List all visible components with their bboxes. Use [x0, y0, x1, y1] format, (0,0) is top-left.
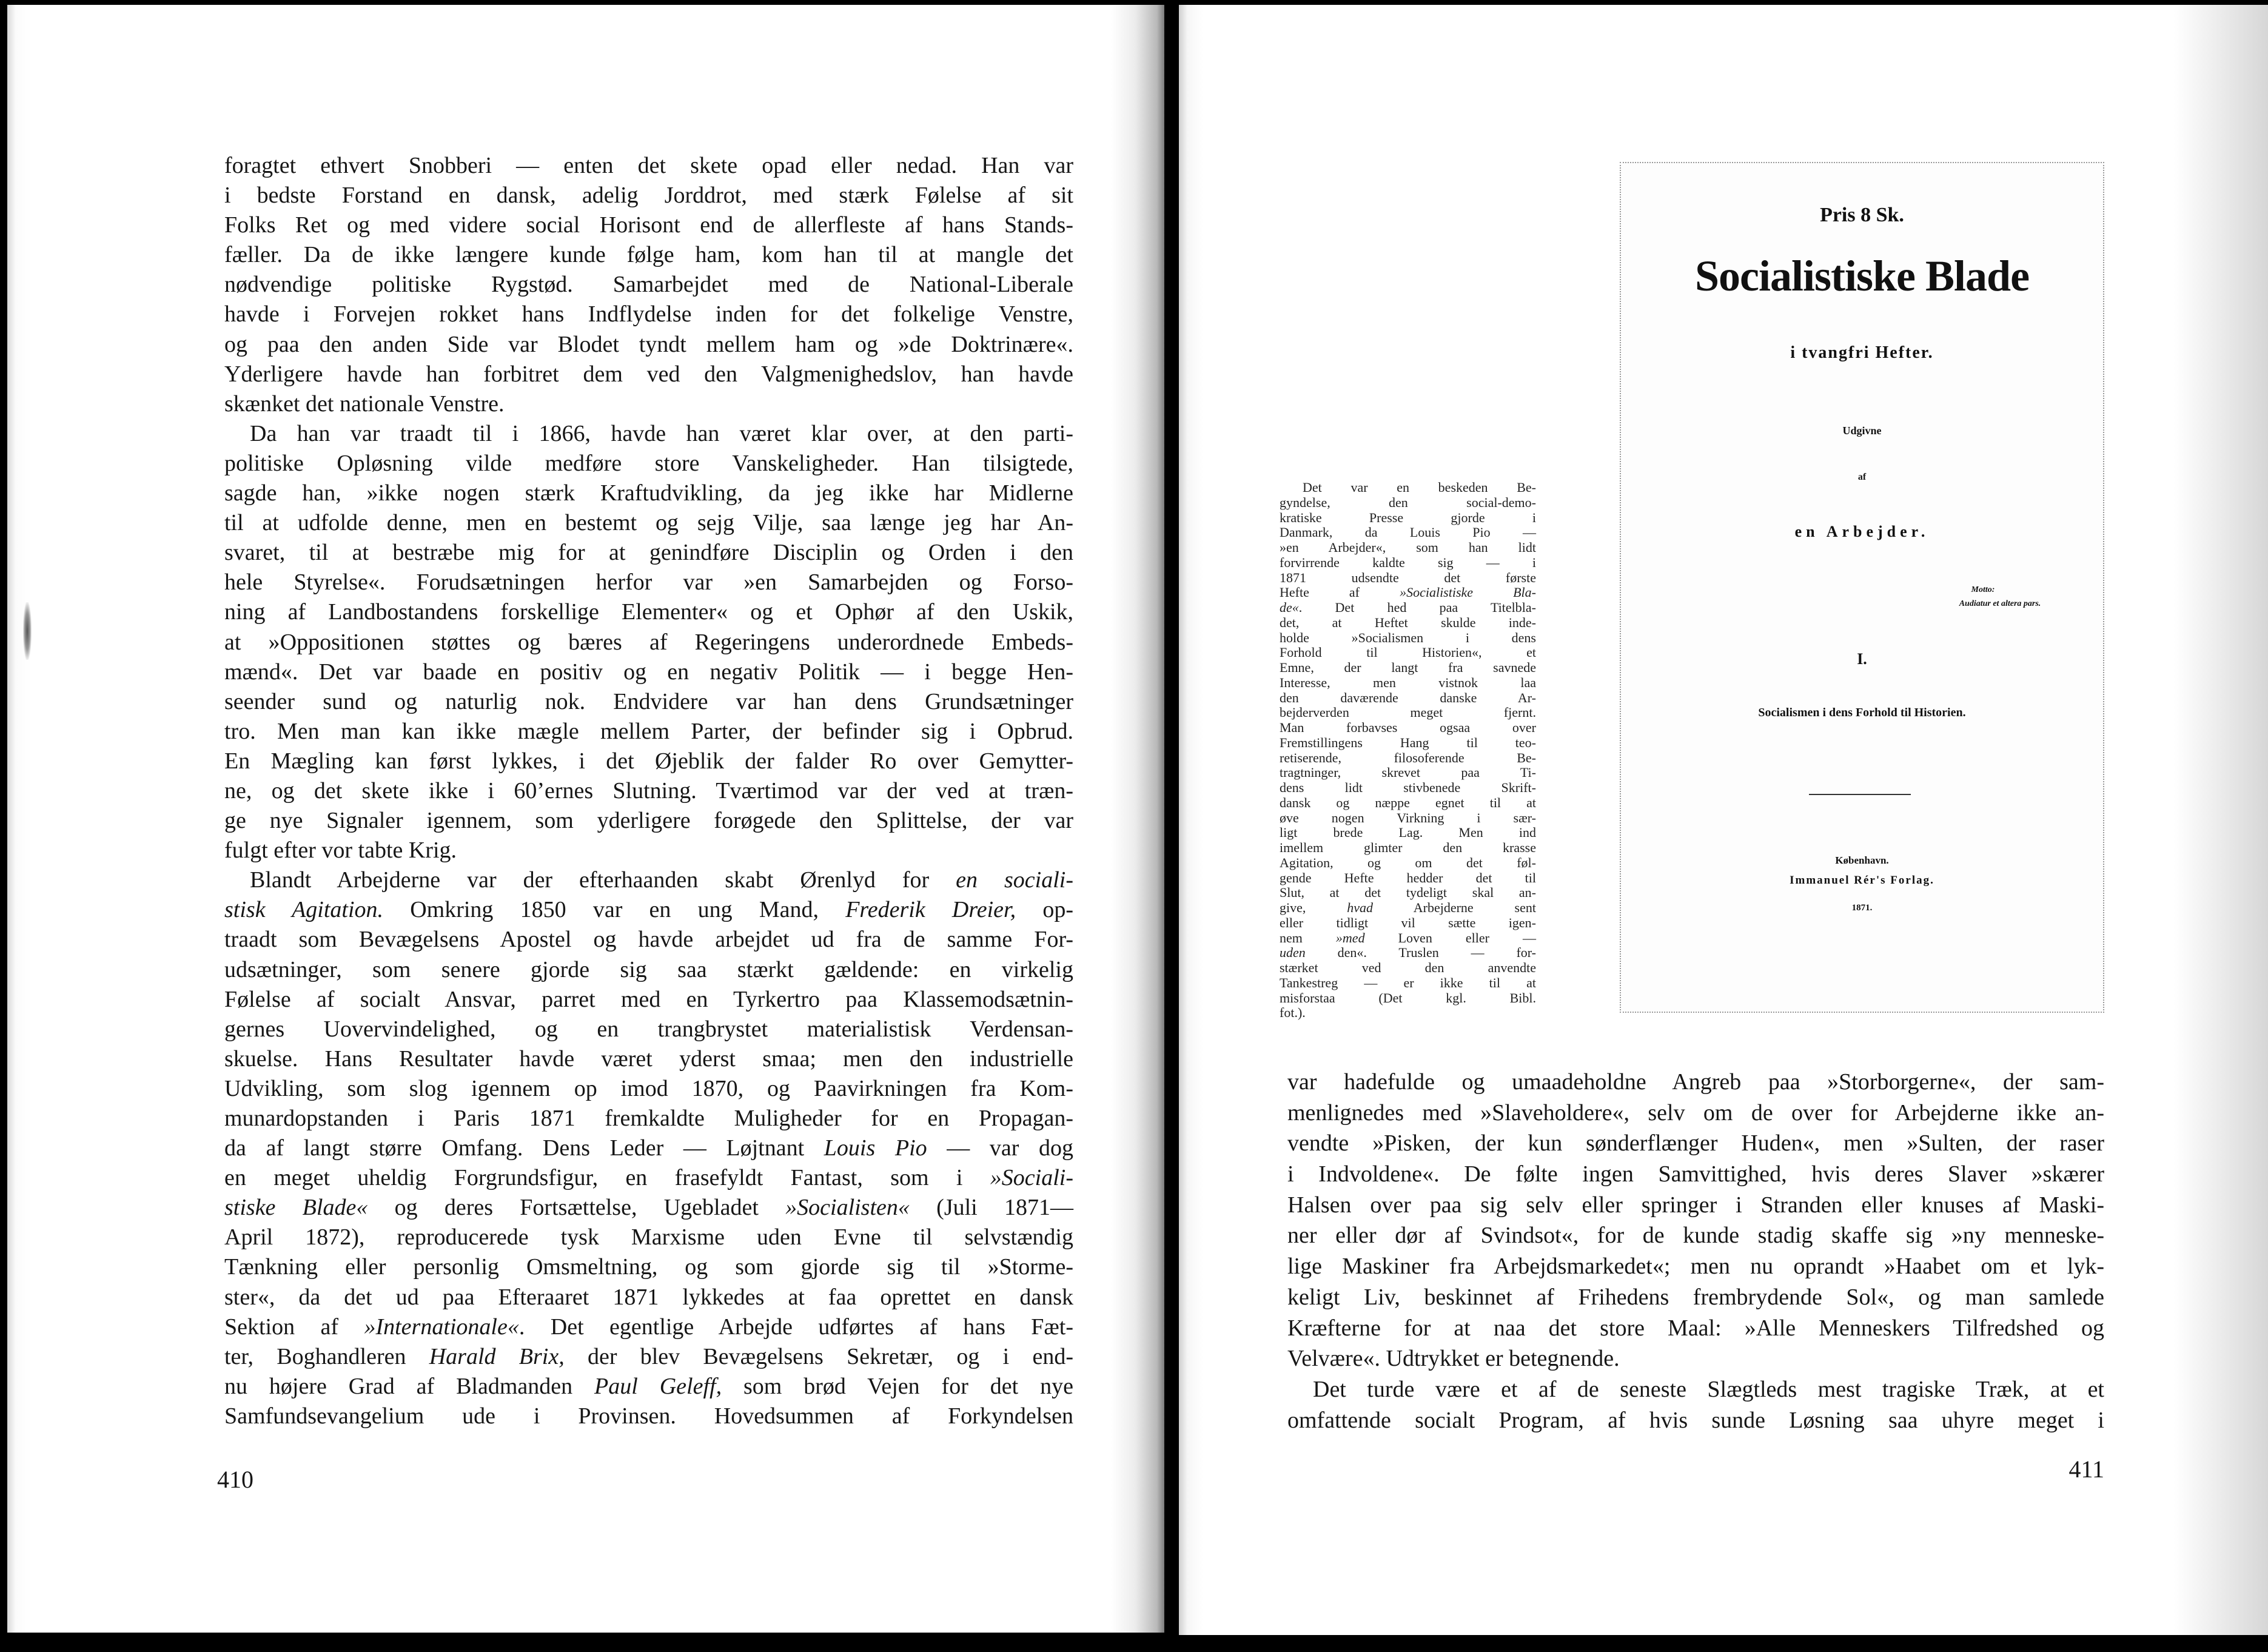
text-run: havde i Forvejen rokket hans Indflydelse inden for det folkelige Venstre,	[224, 301, 1073, 327]
text-run: i Indvoldene«. De følte ingen Samvittighed, hvis deres Slaver »skærer	[1287, 1161, 2104, 1187]
text-line	[224, 330, 1073, 360]
text-run: gende Hefte hedder det til	[1280, 870, 1536, 885]
italic-text-run: stiske Blade«	[224, 1195, 368, 1221]
text-line	[224, 1104, 1073, 1133]
text-run: til at udfolde denne, men en bestemt og sejg Vilje, saa længe jeg har An-	[224, 510, 1073, 536]
text-line	[224, 657, 1073, 687]
text-line	[224, 1372, 1073, 1402]
text-line	[224, 1015, 1073, 1044]
text-line	[224, 597, 1073, 627]
text-line	[224, 240, 1073, 270]
title-page-price: Pris 8 Sk.	[1820, 204, 1904, 226]
text-run: Emne, der langt fra savnede	[1280, 660, 1536, 675]
text-line	[224, 747, 1073, 776]
text-line	[224, 508, 1073, 538]
text-run: svaret, til at bestræbe mig for at genindføre Disciplin og Orden i den	[224, 540, 1073, 566]
text-run: øve nogen Virkning i sær-	[1280, 810, 1536, 825]
text-run: sagde han, »ikke nogen stærk Kraftudvikling, da jeg ikke har Midlerne	[224, 480, 1073, 506]
text-run: skænket det nationale Venstre.	[224, 391, 505, 417]
text-line	[1280, 645, 1536, 660]
text-run: mænd«. Det var baade en positiv og en negativ Politik — i begge Hen-	[224, 659, 1073, 685]
text-line	[224, 985, 1073, 1015]
text-line	[224, 1133, 1073, 1163]
text-run: gernes Uovervindelighed, og en trangbrystet materialistisk Verdensan-	[224, 1016, 1073, 1042]
text-run: nem	[1280, 930, 1336, 945]
text-run: keligt Liv, beskinnet af Frihedens frembrydende Sol«, og man samlede	[1287, 1284, 2104, 1310]
left-page-body-text	[224, 151, 1073, 1431]
text-line	[224, 895, 1073, 925]
text-run: Kræfterne for at naa det store Maal: »Alle Menneskers Tilfredshed og	[1287, 1315, 2104, 1341]
text-run: Fremstillingens Hang til teo-	[1280, 734, 1536, 750]
title-page-title: Socialistiske Blade	[1694, 252, 2030, 300]
text-line	[224, 925, 1073, 955]
text-line	[224, 806, 1073, 836]
text-line	[1280, 556, 1536, 571]
text-line	[1280, 511, 1536, 526]
text-line	[224, 687, 1073, 717]
italic-text-run: stisk Agitation.	[224, 897, 384, 923]
text-run: nødvendige politiske Rygstød. Samarbejdet med de National-Liberale	[224, 272, 1073, 298]
text-line	[224, 1223, 1073, 1252]
italic-text-run: »Internationale«	[364, 1314, 519, 1340]
italic-text-run: en sociali-	[956, 867, 1073, 893]
text-run: da af langt større Omfang. Dens Leder — Løjtnant	[224, 1135, 824, 1161]
text-run: omfattende socialt Program, af hvis sunde Løsning saa uhyre meget i	[1287, 1407, 2104, 1433]
text-line	[1280, 705, 1536, 720]
text-line	[1280, 885, 1536, 901]
text-run: April 1872), reproducerede tysk Marxisme uden Evne til selvstændig	[224, 1224, 1073, 1251]
title-page-heading: Socialismen i dens Forhold til Historien.	[1758, 706, 1966, 719]
text-run: fæller. Da de ikke længere kunde følge ham, kom han til at mangle det	[224, 242, 1073, 268]
text-run: munardopstanden i Paris 1871 fremkaldte Muligheder for en Propagan-	[224, 1106, 1073, 1131]
text-run: op-	[1016, 897, 1073, 923]
text-line	[224, 181, 1073, 210]
text-run: Da han var traadt til i 1866, havde han været klar over, at den parti-	[250, 420, 1073, 446]
text-run: tro. Men man kan ikke mægle mellem Parter, der befinder sig i Opbrud.	[224, 718, 1073, 744]
text-run: menlignedes med »Slaveholdere«, selv om de over for Arbejderne ikke an-	[1287, 1100, 2104, 1126]
text-line	[1280, 1006, 1536, 1021]
text-run: ge nye Signaler igennem, som yderligere forøgede den Splittelse, der var	[224, 808, 1073, 834]
text-run: Danmark, da Louis Pio —	[1280, 525, 1536, 540]
text-line	[1280, 751, 1536, 766]
text-line	[224, 1074, 1073, 1104]
text-run: Forhold til Historien«, et	[1280, 645, 1536, 660]
text-run: fot.).	[1280, 1005, 1306, 1021]
italic-text-run: »Socialisten«	[785, 1195, 910, 1221]
text-line	[1280, 765, 1536, 781]
paragraph	[224, 865, 1073, 1431]
text-line	[1280, 631, 1536, 646]
text-line	[1280, 600, 1536, 616]
text-line	[1280, 825, 1536, 841]
text-run: Hefte af	[1280, 585, 1400, 600]
text-line	[224, 1163, 1073, 1193]
text-line	[1280, 841, 1536, 856]
text-line	[224, 1252, 1073, 1282]
paragraph	[1287, 1374, 2104, 1435]
text-line	[1280, 945, 1536, 961]
text-line	[1280, 660, 1536, 676]
text-run: seender sund og naturlig nok. Endvidere var han dens Grundsætninger	[224, 688, 1073, 714]
text-run: Velvære«. Udtrykket er betegnende.	[1287, 1346, 1620, 1372]
text-run: og deres Fortsættelse, Ugebladet	[367, 1195, 786, 1221]
text-line	[224, 1342, 1073, 1372]
text-run: Følelse af socialt Ansvar, parret med en Tyrkertro paa Klassemodsætnin-	[224, 986, 1073, 1012]
text-line	[1280, 616, 1536, 631]
text-run: fulgt efter vor tabte Krig.	[224, 838, 457, 864]
text-line	[224, 1402, 1073, 1431]
italic-text-run: »med	[1335, 930, 1365, 945]
text-run: give,	[1280, 900, 1347, 915]
text-run: ne, og det skete ikke i 60’ernes Slutning. Tværtimod var der ved at træn-	[224, 777, 1073, 804]
paragraph	[1280, 480, 1536, 1021]
text-line	[224, 717, 1073, 747]
text-run: Udvikling, som slog igennem op imod 1870, og Paavirkningen fra Kom-	[224, 1075, 1073, 1101]
text-line	[1287, 1190, 2104, 1221]
italic-text-run: hvad	[1347, 900, 1374, 915]
text-run: (Juli 1871—	[909, 1195, 1073, 1221]
title-page-city: København.	[1835, 855, 1889, 866]
text-line	[224, 1312, 1073, 1342]
text-line	[1280, 811, 1536, 826]
title-page-rule	[1809, 794, 1911, 795]
text-line	[1280, 525, 1536, 540]
text-line	[1287, 1313, 2104, 1344]
text-line	[1287, 1159, 2104, 1190]
text-run: vendte »Pisken, der kun sønderflænger Huden«, men »Sulten, der raser	[1287, 1130, 2104, 1157]
text-run: Det turde være et af de seneste Slægtleds mest tragiske Træk, at et	[1313, 1376, 2104, 1402]
paragraph	[224, 151, 1073, 419]
text-line	[1287, 1251, 2104, 1282]
text-run: den daværende danske Ar-	[1280, 690, 1536, 705]
text-run: Interesse, men vistnok laa	[1280, 674, 1536, 690]
text-run: retiserende, filosoferende Be-	[1280, 750, 1536, 765]
text-run: bejderverden meget fjernt.	[1280, 705, 1536, 720]
text-line	[1280, 480, 1536, 495]
text-line	[224, 151, 1073, 181]
text-line	[1287, 1067, 2104, 1098]
text-run: den«. Truslen — for-	[1305, 945, 1536, 961]
text-run: ligt brede Lag. Men ind	[1280, 825, 1536, 841]
text-line	[224, 389, 1073, 419]
text-run: som brød Vejen for det nye	[722, 1373, 1073, 1399]
text-line	[1280, 871, 1536, 886]
text-line	[1280, 495, 1536, 511]
text-run: imellem glimter den krasse	[1280, 840, 1536, 855]
text-run: foragtet ethvert Snobberi — enten det skete opad eller nedad. Han var	[224, 153, 1073, 178]
title-page-of: af	[1857, 472, 1867, 482]
text-line	[1280, 540, 1536, 556]
text-line	[1280, 916, 1536, 931]
title-page-reproduction	[1620, 162, 2104, 1013]
text-line	[1280, 585, 1536, 600]
text-line	[1280, 720, 1536, 736]
text-line	[1280, 796, 1536, 811]
text-run: nu højere Grad af Bladmanden	[224, 1373, 595, 1399]
text-run: Det var en beskeden Be-	[1303, 480, 1536, 495]
text-line	[224, 210, 1073, 240]
text-run: Yderligere havde han forbitret dem ved den Valgmenighedslov, han havde	[224, 361, 1073, 387]
text-line	[1280, 931, 1536, 946]
text-line	[224, 1193, 1073, 1223]
page-number-right: 411	[2068, 1456, 2104, 1483]
text-line	[1280, 961, 1536, 976]
text-run: hele Styrelse«. Forudsætningen herfor var »en Samarbejden og Forso-	[224, 569, 1073, 596]
text-line	[224, 478, 1073, 508]
text-line	[1280, 691, 1536, 706]
text-run: Halsen over paa sig selv eller springer i Stranden eller knuses af Maski-	[1287, 1192, 2104, 1218]
text-run: 1871 udsendte det første	[1280, 569, 1536, 585]
right-page	[1179, 5, 2268, 1635]
text-line	[1280, 991, 1536, 1006]
italic-text-run: uden	[1280, 945, 1306, 961]
title-page-subtitle: i tvangfri Hefter.	[1790, 343, 1934, 362]
text-line	[1287, 1282, 2104, 1313]
title-page-author: en Arbejder.	[1794, 523, 1930, 540]
text-run: var hadefulde og umaadeholdne Angreb paa »Storborgerne«, der sam-	[1287, 1069, 2104, 1095]
title-page-motto: Audiatur et altera pars.	[1959, 599, 2041, 608]
text-line	[224, 419, 1073, 449]
text-line	[1287, 1374, 2104, 1405]
text-run: Omkring 1850 var en ung Mand,	[383, 897, 846, 923]
text-run: holde »Socialismen i dens	[1280, 630, 1536, 645]
title-page-volume: I.	[1857, 650, 1867, 668]
italic-text-run: »Socialistiske Bla-	[1400, 585, 1536, 600]
text-run: Loven eller —	[1364, 930, 1536, 945]
text-line	[1287, 1128, 2104, 1159]
text-line	[224, 449, 1073, 478]
text-run: Samfundsevangelium ude i Provinsen. Hovedsummen af Forkyndelsen	[224, 1403, 1073, 1429]
italic-text-run: de«	[1280, 600, 1299, 615]
text-run: Folks Ret og med videre social Horisont end de allerfleste af hans Stands-	[224, 212, 1073, 238]
text-line	[224, 300, 1073, 329]
text-run: stærket ved den anvendte	[1280, 960, 1536, 975]
text-run: — var dog	[927, 1135, 1073, 1161]
text-run: Man forbavses ogsaa over	[1280, 720, 1536, 735]
paragraph	[1287, 1067, 2104, 1374]
italic-text-run: Louis Pio	[824, 1135, 927, 1161]
italic-text-run: Frederik Dreier,	[845, 897, 1016, 923]
text-line	[1287, 1220, 2104, 1251]
title-page-publisher: Immanuel Rér's Forlag.	[1790, 874, 1934, 887]
text-run: en meget uheldig Forgrundsfigur, en frasefyldt Fantast, som i	[224, 1165, 990, 1191]
text-run: En Mægling kan først lykkes, i det Øjeblik der falder Ro over Gemytter-	[224, 748, 1073, 774]
scan-smudge	[23, 602, 32, 660]
text-run: forvirrende kaldte sig — i	[1280, 554, 1536, 570]
text-run: og paa den anden Side var Blodet tyndt mellem ham og »de Doktrinære«.	[224, 331, 1073, 357]
text-line	[224, 360, 1073, 389]
text-line	[224, 776, 1073, 806]
text-run: Slut, at det tydeligt skal an-	[1280, 885, 1536, 901]
text-run: gyndelse, den social-demo-	[1280, 494, 1536, 510]
text-run: misforstaa (Det kgl. Bibl.	[1280, 990, 1536, 1006]
right-page-body-text	[1287, 1067, 2104, 1435]
text-run: Blandt Arbejderne var der efterhaanden skabt Ørenlyd for	[250, 867, 956, 893]
text-run: dansk og næppe egnet til at	[1280, 794, 1536, 810]
text-line	[1280, 901, 1536, 916]
text-line	[1287, 1098, 2104, 1129]
text-run: ner eller dør af Svindsot«, for de kunde stadig skaffe sig »ny menneske-	[1287, 1223, 2104, 1249]
text-run: eller tidligt vil sætte igen-	[1280, 915, 1536, 930]
text-run: dens lidt stivbenede Skrift-	[1280, 780, 1536, 795]
text-run: . Det hed paa Titelbla-	[1298, 600, 1536, 615]
text-run: politiske Opløsning vilde medføre store Vanskeligheder. Han tilsigtede,	[224, 450, 1073, 476]
text-run: . Det egentlige Arbejde udførtes af hans Fæt-	[518, 1314, 1073, 1340]
text-line	[1280, 736, 1536, 751]
illustration-caption	[1280, 480, 1536, 1021]
text-line	[224, 270, 1073, 300]
text-line	[1280, 676, 1536, 691]
text-run: i bedste Forstand en dansk, adelig Jorddrot, med stærk Følelse af sit	[224, 183, 1073, 209]
text-run: »en Arbejder«, som han lidt	[1280, 540, 1536, 555]
text-line	[224, 1044, 1073, 1074]
text-line	[224, 865, 1073, 895]
italic-text-run: »Sociali-	[990, 1165, 1073, 1191]
text-run: Sektion af	[224, 1314, 364, 1340]
text-run: Arbejderne sent	[1373, 900, 1536, 915]
text-run: ning af Landbostandens forskellige Elementer« og et Ophør af den Uskik,	[224, 599, 1073, 625]
italic-text-run: Harald Brix,	[429, 1343, 565, 1369]
paragraph	[224, 419, 1073, 865]
text-run: lige Maskiner fra Arbejdsmarkedet«; men nu oprandt »Haabet om et lyk-	[1287, 1254, 2104, 1280]
text-run: Agitation, og om det føl-	[1280, 855, 1536, 870]
title-page-published-by: Udgivne	[1842, 425, 1882, 437]
text-line	[224, 628, 1073, 657]
title-page-motto-label: Motto:	[1971, 585, 1995, 594]
text-line	[1280, 856, 1536, 871]
text-line	[224, 568, 1073, 597]
text-line	[1287, 1405, 2104, 1436]
text-run: Tankestreg — er ikke til at	[1280, 975, 1536, 990]
text-line	[1287, 1343, 2104, 1374]
text-run: ter, Boghandleren	[224, 1343, 429, 1369]
text-run: der blev Bevægelsens Sekretær, og i end-	[564, 1343, 1073, 1369]
text-run: traadt som Bevægelsens Apostel og havde arbejdet ud fra de samme For-	[224, 927, 1073, 953]
title-page-year: 1871.	[1851, 903, 1873, 913]
text-line	[224, 836, 1073, 865]
left-page	[7, 5, 1164, 1633]
text-run: ster«, da det ud paa Efteraaret 1871 lykkedes at faa oprettet en dansk	[224, 1284, 1073, 1310]
page-number-left: 410	[217, 1466, 253, 1493]
text-line	[1280, 976, 1536, 991]
text-run: kratiske Presse gjorde i	[1280, 509, 1536, 525]
text-run: det, at Heftet skulde inde-	[1280, 614, 1536, 630]
text-run: at »Oppositionen støttes og bæres af Regeringens underordnede Embeds-	[224, 629, 1073, 655]
text-line	[1280, 781, 1536, 796]
text-run: tragtninger, skrevet paa Ti-	[1280, 765, 1536, 781]
text-line	[224, 1283, 1073, 1312]
italic-text-run: Paul Geleff,	[594, 1373, 722, 1399]
text-line	[1280, 571, 1536, 586]
text-run: Tænkning eller personlig Omsmeltning, og som gjorde sig til »Storme-	[224, 1254, 1073, 1280]
text-line	[224, 538, 1073, 568]
text-line	[224, 955, 1073, 985]
text-run: udsætninger, som senere gjorde sig saa stærkt gældende: en virkelig	[224, 956, 1073, 982]
text-run: skuelse. Hans Resultater havde været yderst smaa; men den industrielle	[224, 1046, 1073, 1072]
